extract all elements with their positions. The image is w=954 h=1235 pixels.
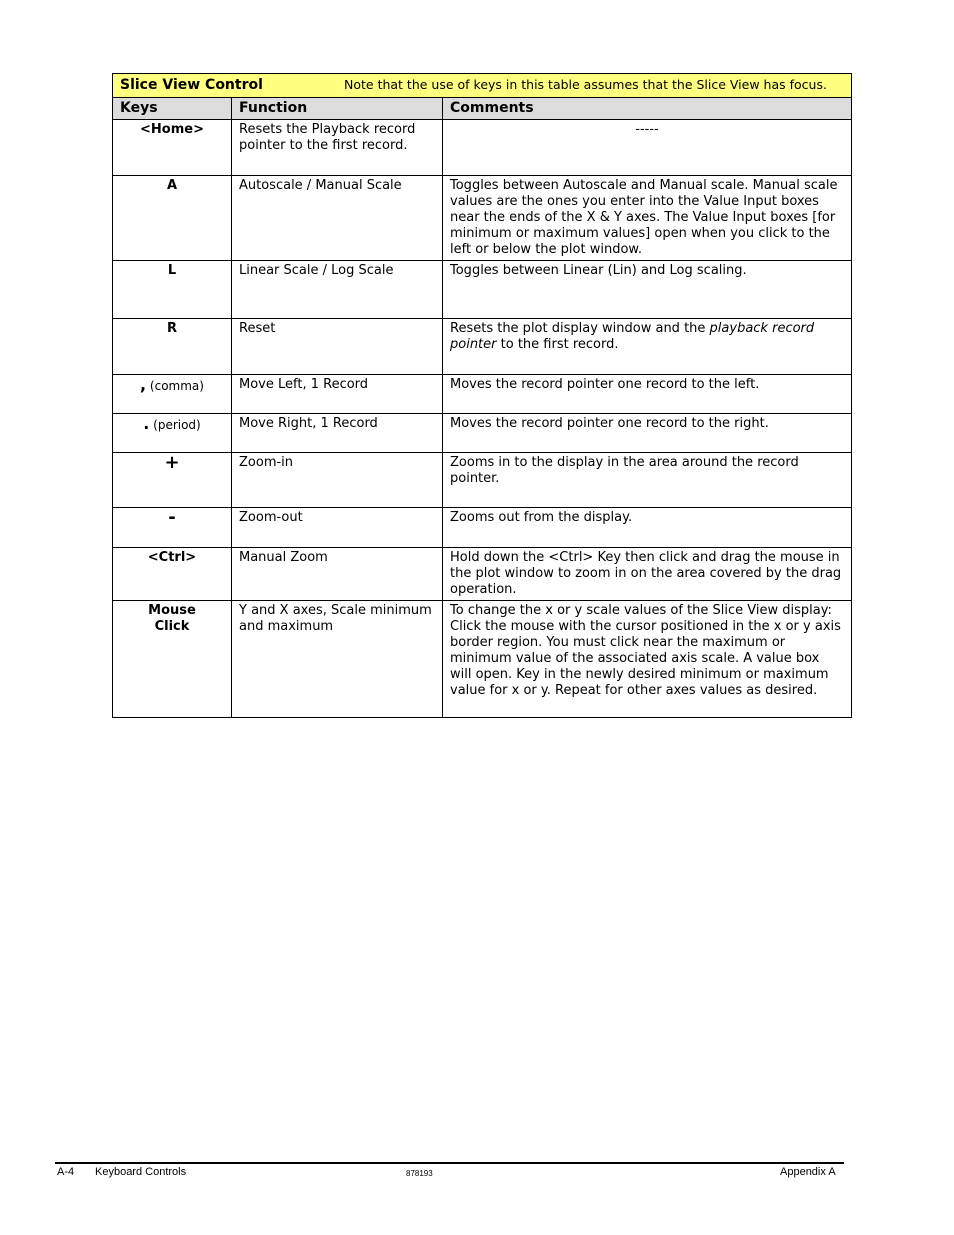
- function-cell: Zoom-out: [232, 508, 443, 548]
- key-cell: L: [113, 261, 232, 319]
- comment-cell: Zooms in to the display in the area around the record pointer.: [443, 453, 852, 508]
- table-row: [113, 176, 852, 261]
- key-cell: [113, 414, 232, 453]
- footer-divider: [55, 1162, 844, 1164]
- table-row: [113, 375, 852, 414]
- header-function: Function: [232, 98, 443, 120]
- key-cell: [113, 601, 232, 718]
- footer-appendix: Appendix A: [780, 1166, 836, 1178]
- table-row: [113, 319, 852, 375]
- comment-emphasis: playback record pointer: [450, 321, 815, 352]
- comment-text: Resets the plot display window and the: [450, 321, 710, 336]
- key-symbol: -: [168, 507, 176, 528]
- comment-cell: Toggles between Autoscale and Manual scale. Manual scale values are the ones you enter into the Value Input boxes near the ends of the X & Y axes. The Value Input boxes [for minimum or maximum values] open when you click to the left or below the plot window.: [443, 176, 852, 261]
- comment-cell: -----: [443, 120, 852, 176]
- key-line: Click: [154, 619, 190, 634]
- table-title-row: [113, 74, 852, 98]
- key-cell: <Ctrl>: [113, 548, 232, 601]
- comment-cell: Toggles between Linear (Lin) and Log scaling.: [443, 261, 852, 319]
- slice-view-control-table: [112, 73, 852, 718]
- key-cell: R: [113, 319, 232, 375]
- key-cell: [113, 453, 232, 508]
- table-row: [113, 261, 852, 319]
- key-cell: [113, 375, 232, 414]
- table-header-row: [113, 98, 852, 120]
- footer-page-number: A-4: [57, 1166, 75, 1178]
- function-cell: Resets the Playback record pointer to the first record.: [232, 120, 443, 176]
- function-cell: Autoscale / Manual Scale: [232, 176, 443, 261]
- table-title-cell: [113, 74, 852, 98]
- function-cell: Reset: [232, 319, 443, 375]
- table-row: [113, 508, 852, 548]
- key-symbol: .: [143, 414, 150, 433]
- comment-cell: To change the x or y scale values of the Slice View display: Click the mouse with the cursor positioned in the x or y axis border region. You must click near the maximum or minimum value of the associated axis scale. A value box will open. Key in the newly desired minimum or maximum value for x or y. Repeat for other axes values as desired.: [443, 601, 852, 718]
- key-cell: <Home>: [113, 120, 232, 176]
- key-note: (comma): [146, 379, 204, 393]
- table-title: Slice View Control: [120, 77, 263, 93]
- key-cell: A: [113, 176, 232, 261]
- comment-cell: [443, 319, 852, 375]
- key-note: (period): [149, 418, 201, 432]
- table-row: [113, 414, 852, 453]
- function-cell: Move Right, 1 Record: [232, 414, 443, 453]
- key-symbol: ,: [140, 375, 147, 394]
- footer-doc-number: 878193: [406, 1169, 433, 1178]
- comment-cell: Moves the record pointer one record to the right.: [443, 414, 852, 453]
- header-keys: Keys: [113, 98, 232, 120]
- function-cell: Y and X axes, Scale minimum and maximum: [232, 601, 443, 718]
- table-row: [113, 120, 852, 176]
- table-row: [113, 601, 852, 718]
- key-symbol: +: [164, 452, 180, 473]
- key-line: Mouse: [148, 603, 196, 618]
- function-cell: Manual Zoom: [232, 548, 443, 601]
- table-row: [113, 453, 852, 508]
- key-cell: [113, 508, 232, 548]
- header-comments: Comments: [443, 98, 852, 120]
- comment-cell: Zooms out from the display.: [443, 508, 852, 548]
- comment-cell: Moves the record pointer one record to the left.: [443, 375, 852, 414]
- function-cell: Move Left, 1 Record: [232, 375, 443, 414]
- table-row: [113, 548, 852, 601]
- footer-section-title: Keyboard Controls: [95, 1166, 187, 1178]
- comment-text: to the first record.: [496, 337, 619, 352]
- table-note: Note that the use of keys in this table assumes that the Slice View has focus.: [344, 77, 827, 92]
- function-cell: Linear Scale / Log Scale: [232, 261, 443, 319]
- comment-cell: Hold down the <Ctrl> Key then click and drag the mouse in the plot window to zoom in on the area covered by the drag operation.: [443, 548, 852, 601]
- function-cell: Zoom-in: [232, 453, 443, 508]
